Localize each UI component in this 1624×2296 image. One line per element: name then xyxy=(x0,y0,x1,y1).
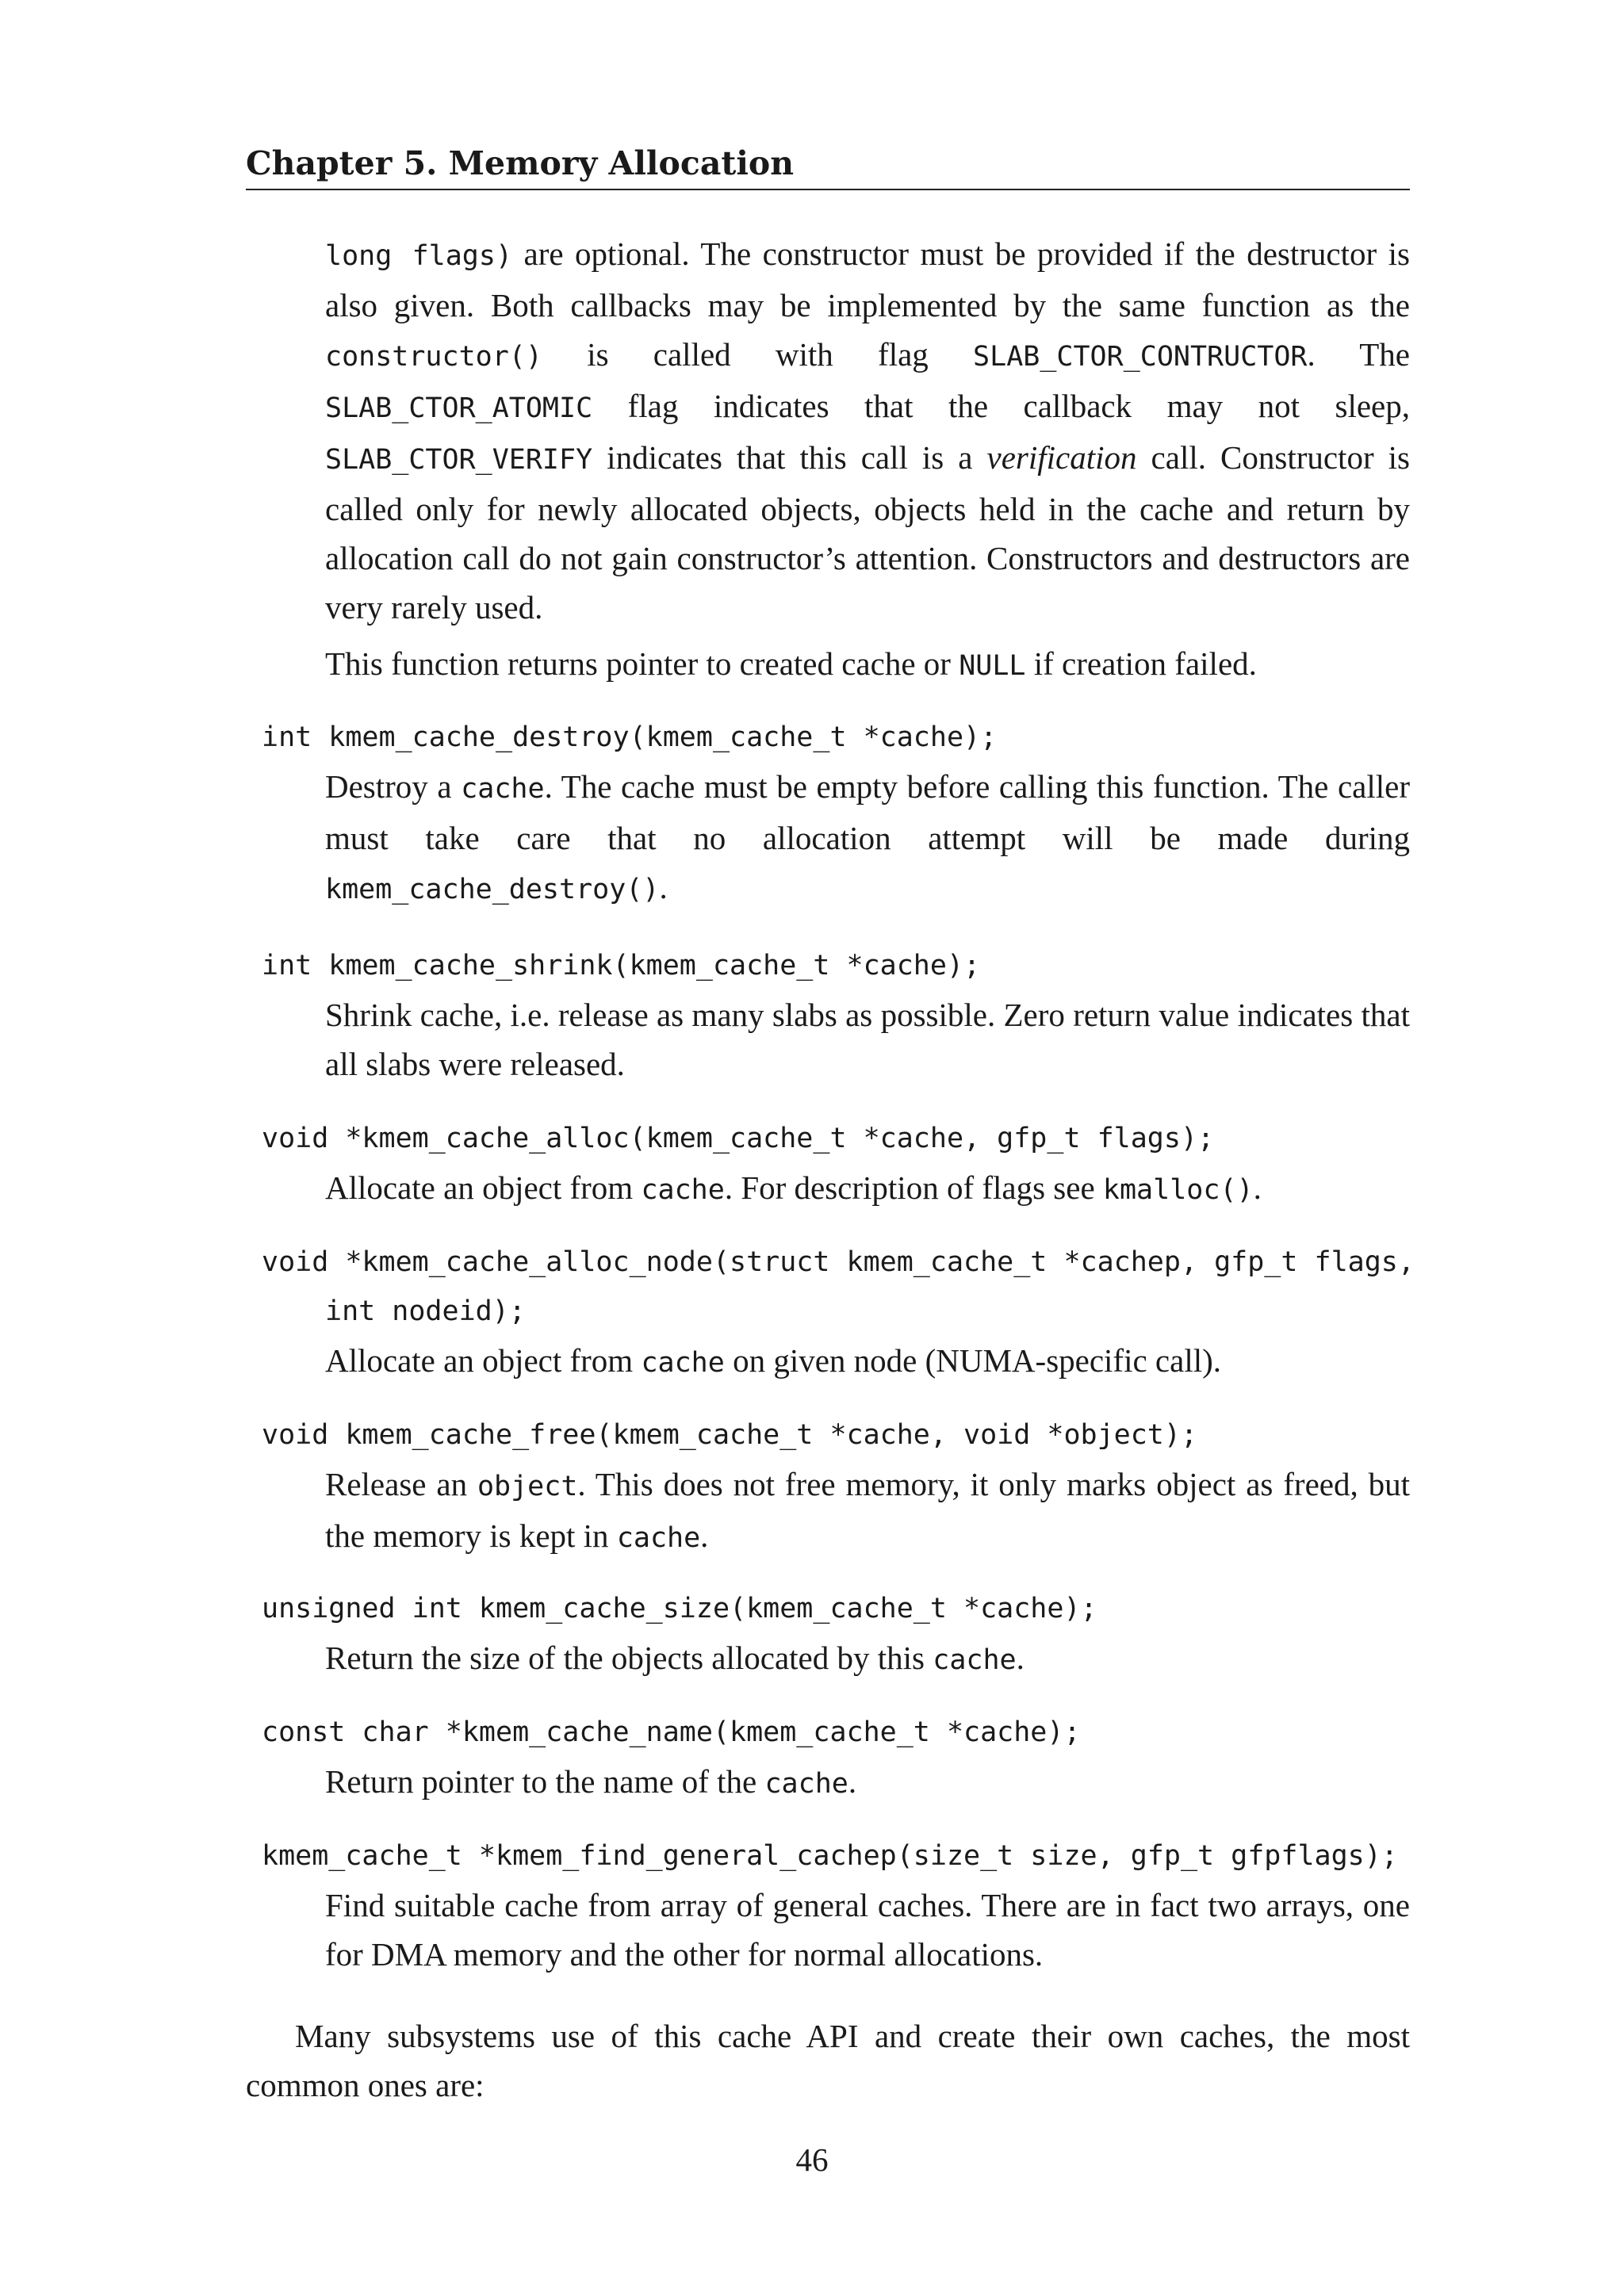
description-text: . This does not free memory, it only marks object as freed, but the memory is kept in xyxy=(325,1466,1410,1554)
description-text: Allocate an object from xyxy=(325,1169,642,1206)
description-text: . For description of flags see xyxy=(724,1169,1103,1206)
function-entry-destroy xyxy=(262,713,1410,914)
paragraph-text: if creation failed. xyxy=(1025,645,1257,682)
function-entry-size xyxy=(262,1584,1410,1685)
paragraph-text: call. Constructor is called only for newly allocated objects, objects held in the cache and return by allocation call do not gain constructor’s attention. Constructors and destructors are very rarely used. xyxy=(325,439,1410,626)
function-entry-alloc-node xyxy=(262,1238,1415,1387)
continuation-paragraph xyxy=(325,229,1410,632)
inline-code: cache xyxy=(933,1644,1017,1676)
description-text: . xyxy=(1016,1640,1025,1676)
function-signature: void kmem_cache_free(kmem_cache_t *cache, void *object); xyxy=(262,1419,1198,1451)
inline-code: NULL xyxy=(959,650,1026,682)
function-entry-find-general-cachep xyxy=(262,1831,1410,1979)
description-text: Release an xyxy=(325,1466,477,1502)
inline-code: cache xyxy=(461,773,545,805)
inline-code: kmalloc() xyxy=(1102,1174,1254,1206)
paragraph-text: . The xyxy=(1307,336,1410,373)
description-text: Return pointer to the name of the xyxy=(325,1763,765,1800)
paragraph-text: indicates that this call is a xyxy=(592,439,987,476)
paragraph-text: flag indicates that the callback may not sleep, xyxy=(592,388,1410,424)
chapter-header: Chapter 5. Memory Allocation xyxy=(246,141,1410,190)
description-text: Return the size of the objects allocated by this xyxy=(325,1640,933,1676)
description-text: Find suitable cache from array of general caches. There are in fact two arrays, one for DMA memory and the other for normal allocations. xyxy=(325,1887,1410,1973)
description-text: . xyxy=(1253,1169,1262,1206)
description-text: . The cache must be empty before calling this function. The caller must take care that no allocation attempt will be made during xyxy=(325,768,1410,856)
closing-paragraph: Many subsystems use of this cache API and create their own caches, the most common ones are: xyxy=(246,2018,1410,2103)
description-text: . xyxy=(700,1517,709,1554)
inline-code: cache xyxy=(641,1347,725,1379)
description-text: Allocate an object from xyxy=(325,1342,642,1379)
function-description xyxy=(262,1460,1410,1563)
description-text: Destroy a xyxy=(325,768,462,805)
function-description xyxy=(262,1881,1410,1979)
function-signature: unsigned int kmem_cache_size(kmem_cache_t *cache); xyxy=(262,1593,1097,1624)
function-signature: void *kmem_cache_alloc_node(struct kmem_cache_t *cachep, gfp_t flags, xyxy=(262,1246,1415,1278)
function-description xyxy=(262,1633,1410,1685)
function-description xyxy=(262,1336,1410,1387)
paragraph-text: This function returns pointer to created cache or xyxy=(325,645,959,682)
function-signature: void *kmem_cache_alloc(kmem_cache_t *cache, gfp_t flags); xyxy=(262,1123,1215,1154)
inline-code: SLAB_CTOR_ATOMIC xyxy=(325,392,593,424)
paragraph-text: are optional. The constructor must be provided if the destructor is also given. Both callbacks may be implemented by the same function as the xyxy=(325,235,1410,323)
function-signature: const char *kmem_cache_name(kmem_cache_t *cache); xyxy=(262,1716,1081,1748)
function-entry-name xyxy=(262,1708,1410,1808)
inline-code: SLAB_CTOR_VERIFY xyxy=(325,444,593,476)
inline-code: cache xyxy=(641,1174,725,1206)
emphasis-text: verification xyxy=(986,439,1137,476)
inline-code: long flags) xyxy=(325,240,513,272)
function-entry-alloc xyxy=(262,1114,1410,1215)
function-signature: kmem_cache_t *kmem_find_general_cachep(size_t size, gfp_t gfpflags); xyxy=(262,1840,1398,1872)
function-description xyxy=(262,1757,1410,1808)
function-description xyxy=(262,990,1410,1089)
function-signature: int kmem_cache_destroy(kmem_cache_t *cache); xyxy=(262,721,998,753)
inline-code: SLAB_CTOR_CONTRUCTOR xyxy=(973,341,1308,373)
paragraph-text: is called with flag xyxy=(542,336,974,373)
description-text: . xyxy=(659,869,668,905)
function-signature: int kmem_cache_shrink(kmem_cache_t *cache); xyxy=(262,950,981,982)
function-signature-continuation: int nodeid); xyxy=(325,1295,526,1327)
function-entry-shrink xyxy=(262,941,1410,1089)
inline-code: kmem_cache_destroy() xyxy=(325,874,660,905)
description-text: . xyxy=(848,1763,857,1800)
description-text: on given node (NUMA-specific call). xyxy=(724,1342,1222,1379)
inline-code: constructor() xyxy=(325,341,542,373)
function-description xyxy=(262,1163,1410,1215)
page-number: 46 xyxy=(795,2141,829,2178)
description-text: Shrink cache, i.e. release as many slabs as possible. Zero return value indicates that all slabs were released. xyxy=(325,997,1410,1082)
inline-code: cache xyxy=(616,1522,701,1554)
function-entry-free xyxy=(262,1410,1410,1563)
function-description xyxy=(262,762,1410,914)
return-value-paragraph xyxy=(325,639,1410,691)
inline-code: object xyxy=(477,1471,578,1502)
inline-code: cache xyxy=(764,1768,848,1800)
